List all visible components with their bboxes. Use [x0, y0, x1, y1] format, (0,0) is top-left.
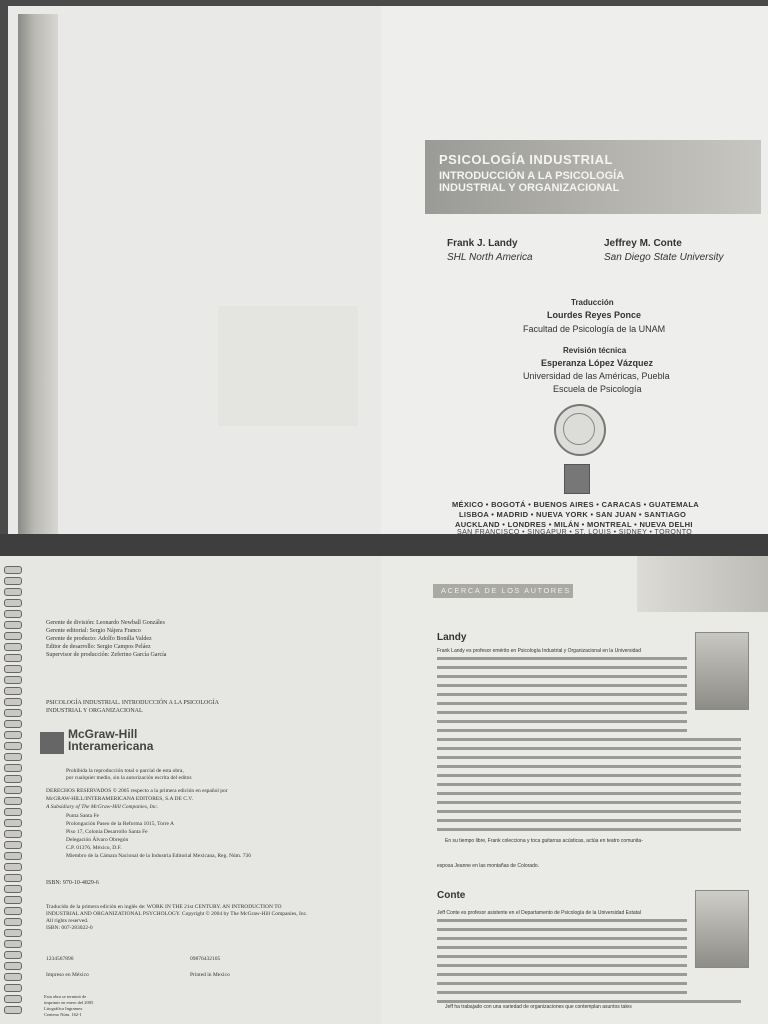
- rights-line: McGRAW-HILL/INTERAMERICANA EDITORES, S.A DE C.V.: [46, 796, 193, 802]
- cities-line-4: SAN FRANCISCO • SINGAPUR • ST. LOUIS • SIDNEY • TORONTO: [457, 529, 693, 534]
- printed-in-en: Printed in Mexico: [190, 972, 230, 978]
- book-spine-shadow: [18, 14, 58, 534]
- address-line: Delegación Álvaro Obregón: [66, 837, 129, 843]
- prohibition-line-2: por cualquier medio, sin la autorización escrita del editor.: [66, 775, 193, 781]
- text-line: [437, 666, 687, 669]
- author2-name: Jeffrey M. Conte: [604, 238, 682, 249]
- colophon-line: Centeno Núm. 162-1: [44, 1012, 82, 1017]
- credit-line: Gerente editorial: Sergio Nájera Franco: [46, 628, 141, 634]
- cities-line-2: LISBOA • MADRID • NUEVA YORK • SAN JUAN • SANTIAGO: [459, 510, 687, 519]
- binding-ring: [4, 566, 22, 574]
- author1-name: Frank J. Landy: [447, 238, 518, 249]
- cities-line-3: AUCKLAND • LONDRES • MILÁN • MONTREAL • NUEVA DELHI: [455, 520, 693, 529]
- reviewer-affiliation-1: Universidad de las Américas, Puebla: [523, 371, 670, 381]
- binding-ring: [4, 797, 22, 805]
- text-line: [437, 756, 741, 759]
- about-authors-page: [381, 556, 768, 1024]
- text-line: [437, 693, 687, 696]
- binding-ring: [4, 962, 22, 970]
- binding-ring: [4, 984, 22, 992]
- binding-ring: [4, 786, 22, 794]
- colophon-line: Esta obra se terminó de: [44, 994, 87, 999]
- rights-line: A Subsidiary of The McGraw-Hill Companies, Inc.: [46, 804, 159, 810]
- text-line: [437, 720, 687, 723]
- translation-label: Traducción: [571, 298, 614, 307]
- book-title: PSICOLOGÍA INDUSTRIAL: [439, 152, 613, 167]
- landy-photo: [695, 632, 749, 710]
- text-line: [437, 657, 687, 660]
- text-line: [437, 819, 741, 822]
- title-block-line-1: PSICOLOGÍA INDUSTRIAL. INTRODUCCIÓN A LA PSICOLOGÍA: [46, 700, 220, 706]
- conte-bio-p2-start: Jeff ha trabajado con una variedad de organizaciones que contemplan asuntos tales: [445, 1004, 632, 1010]
- title-banner: [425, 140, 761, 214]
- binding-ring: [4, 654, 22, 662]
- landy-bio-p2-end: esposa Jeanne en las montañas de Colorado.: [437, 863, 540, 869]
- rights-line: DERECHOS RESERVADOS © 2005 respecto a la primera edición en español por: [46, 788, 228, 794]
- publisher-name: [68, 728, 153, 752]
- mcgraw-hill-logo: [564, 464, 590, 494]
- conte-photo: [695, 890, 749, 968]
- text-line: [437, 711, 687, 714]
- section-header: ACERCA DE LOS AUTORES: [441, 586, 571, 595]
- review-label: Revisión técnica: [563, 346, 627, 355]
- publisher-line-2: Interamericana: [68, 739, 154, 753]
- credit-line: Gerente de división: Leonardo Newball Gonzáles: [46, 620, 165, 626]
- text-line: [437, 684, 687, 687]
- binding-ring: [4, 632, 22, 640]
- text-line: [437, 828, 741, 831]
- credit-line: Supervisor de producción: Zeferino García García: [46, 652, 167, 658]
- spiral-binding: [4, 556, 22, 1024]
- binding-ring: [4, 1006, 22, 1014]
- blank-verso-page: [8, 6, 381, 534]
- binding-ring: [4, 929, 22, 937]
- address-line: Punta Santa Fe: [66, 813, 99, 819]
- text-line: [437, 982, 687, 985]
- author2-affiliation: San Diego State University: [604, 252, 724, 263]
- binding-ring: [4, 995, 22, 1003]
- address-line: Prolongación Paseo de la Reforma 1015, Torre A: [66, 821, 174, 827]
- author1-affiliation: SHL North America: [447, 252, 533, 263]
- text-line: [437, 765, 741, 768]
- binding-ring: [4, 720, 22, 728]
- binding-ring: [4, 698, 22, 706]
- text-line: [437, 783, 741, 786]
- library-stamp-seal: [554, 404, 606, 456]
- title-page: [381, 6, 768, 534]
- scan-gap: [0, 534, 768, 556]
- text-line: [437, 810, 741, 813]
- text-line: [437, 973, 687, 976]
- text-line: [437, 729, 687, 732]
- text-line: [437, 946, 687, 949]
- subtitle-line-1: INTRODUCCIÓN A LA PSICOLOGÍA: [439, 170, 625, 182]
- printed-in-es: Impreso en México: [46, 972, 89, 978]
- binding-ring: [4, 643, 22, 651]
- text-line: [437, 702, 687, 705]
- binding-ring: [4, 863, 22, 871]
- text-line: [437, 675, 687, 678]
- binding-ring: [4, 874, 22, 882]
- reviewer-name: Esperanza López Vázquez: [541, 358, 654, 368]
- text-line: [437, 738, 741, 741]
- address-line: C.P. 01376, México, D.F.: [66, 845, 122, 851]
- translation-note-line: Traducido de la primera edición en inglés de: WORK IN THE 21st CENTURY. AN INTRODUCTION TO: [46, 904, 282, 910]
- address-line: Piso 17, Colonia Desarrollo Santa Fe: [66, 829, 148, 835]
- conte-heading: Conte: [437, 890, 466, 901]
- binding-ring: [4, 907, 22, 915]
- title-block-line-2: INDUSTRIAL Y ORGANIZACIONAL: [46, 708, 143, 714]
- text-line: [437, 801, 741, 804]
- print-number-left: 1234567890: [46, 956, 74, 962]
- subtitle-line-2: INDUSTRIAL Y ORGANIZACIONAL: [439, 182, 620, 194]
- binding-ring: [4, 731, 22, 739]
- colophon-line: imprimir en enero del 2005: [44, 1000, 94, 1005]
- binding-ring: [4, 742, 22, 750]
- isbn-es: ISBN: 970-10-4829-6: [46, 880, 99, 886]
- binding-ring: [4, 896, 22, 904]
- text-line: [437, 928, 687, 931]
- credit-line: Gerente de producto: Adolfo Bonilla Valdez: [46, 636, 152, 642]
- text-line: [437, 774, 741, 777]
- binding-ring: [4, 808, 22, 816]
- binding-ring: [4, 819, 22, 827]
- binding-ring: [4, 940, 22, 948]
- text-line: [437, 1000, 741, 1003]
- translation-note-line: INDUSTRIAL AND ORGANIZATIONAL PSYCHOLOGY. Copyright © 2004 by The McGraw-Hill Companies, Inc.: [46, 911, 308, 917]
- text-line: [437, 964, 687, 967]
- show-through-ghost: [218, 306, 358, 426]
- text-line: [437, 991, 687, 994]
- binding-ring: [4, 665, 22, 673]
- text-line: [437, 937, 687, 940]
- binding-ring: [4, 764, 22, 772]
- binding-ring: [4, 687, 22, 695]
- text-line: [437, 955, 687, 958]
- corner-shadow: [637, 556, 768, 612]
- binding-ring: [4, 918, 22, 926]
- binding-ring: [4, 621, 22, 629]
- binding-ring: [4, 577, 22, 585]
- publisher-line-1: McGraw-Hill: [68, 727, 138, 741]
- reviewer-affiliation-2: Escuela de Psicología: [553, 384, 642, 394]
- binding-ring: [4, 885, 22, 893]
- text-line: [437, 792, 741, 795]
- binding-ring: [4, 951, 22, 959]
- binding-ring: [4, 973, 22, 981]
- binding-ring: [4, 852, 22, 860]
- landy-bio-p2-start: En su tiempo libre, Frank colecciona y toca guitarras acústicas, actúa en teatro comunita-: [445, 838, 643, 844]
- colophon-line: Litográfica Ingramex: [44, 1006, 83, 1011]
- binding-ring: [4, 830, 22, 838]
- translator-name: Lourdes Reyes Ponce: [547, 310, 642, 320]
- binding-ring: [4, 676, 22, 684]
- binding-ring: [4, 610, 22, 618]
- address-line: Miembro de la Cámara Nacional de la Industria Editorial Mexicana, Reg. Núm. 736: [66, 853, 251, 859]
- binding-ring: [4, 599, 22, 607]
- book-subtitle: [439, 170, 669, 194]
- mcgraw-hill-logo-mark: [40, 732, 64, 754]
- translator-affiliation: Facultad de Psicología de la UNAM: [523, 324, 666, 334]
- translation-note-line: All rights reserved.: [46, 918, 89, 924]
- prohibition-line-1: Prohibida la reproducción total o parcial de esta obra,: [66, 768, 184, 774]
- binding-ring: [4, 709, 22, 717]
- translation-note-line: ISBN: 007-283022-0: [46, 925, 93, 931]
- landy-heading: Landy: [437, 632, 467, 643]
- credit-line: Editor de desarrollo: Sergio Campos Peláez: [46, 644, 151, 650]
- section-header-bar: [433, 584, 573, 598]
- conte-bio-first-line: Jeff Conte es profesor asistente en el Departamento de Psicología de la Universidad Estatal: [437, 910, 641, 916]
- print-number-right: 09876432105: [190, 956, 221, 962]
- landy-bio-first-line: Frank Landy es profesor emérito en Psicología Industrial y Organizacional en la Universidad: [437, 648, 641, 654]
- binding-ring: [4, 588, 22, 596]
- text-line: [437, 747, 741, 750]
- binding-ring: [4, 841, 22, 849]
- cities-line-1: MÉXICO • BOGOTÁ • BUENOS AIRES • CARACAS • GUATEMALA: [452, 500, 699, 509]
- text-line: [437, 919, 687, 922]
- binding-ring: [4, 775, 22, 783]
- binding-ring: [4, 753, 22, 761]
